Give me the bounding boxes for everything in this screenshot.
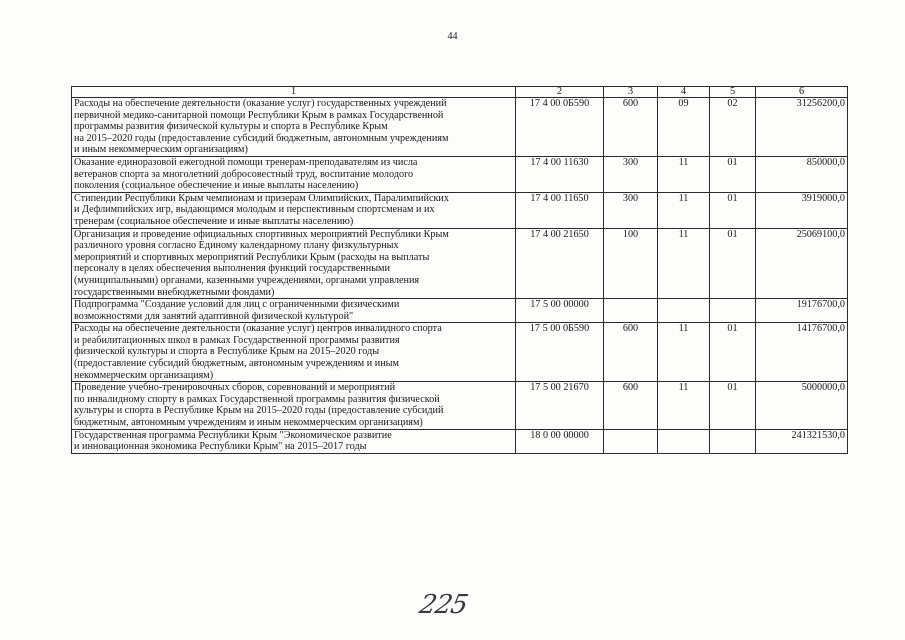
subsection-code: 01 — [710, 192, 756, 228]
header-row — [72, 87, 848, 98]
description-line: и реабилитационных школ в рамках Государственной программы развития — [74, 334, 400, 346]
description-line: государственными внебюджетными фондами) — [74, 286, 275, 298]
description-line: ветеранов спорта за многолетний добросовестный труд, воспитание молодого — [74, 168, 414, 180]
expense-type: 300 — [604, 192, 658, 228]
table-row — [72, 382, 848, 429]
description-line: Расходы на обеспечение деятельности (оказание услуг) центров инвалидного спорта — [74, 323, 442, 335]
column-header: 4 — [658, 87, 710, 98]
description-line: персоналу в целях обеспечения выполнения функций государственными — [74, 263, 390, 275]
row-description — [72, 156, 516, 192]
section-code: 11 — [658, 382, 710, 429]
description-line: Подпрограмма "Создание условий для лиц с ограниченными физическими — [74, 299, 400, 311]
target-article-code: 18 0 00 00000 — [516, 429, 604, 453]
row-description — [72, 429, 516, 453]
target-article-code: 17 4 00 0Б590 — [516, 98, 604, 157]
subsection-code: 01 — [710, 156, 756, 192]
description-line: на 2015–2020 годы (предоставление субсидий бюджетным, автономным учреждениям — [74, 132, 449, 144]
section-code — [658, 429, 710, 453]
description-line: Государственная программа Республики Крым "Экономическое развитие — [74, 429, 392, 441]
subsection-code: 01 — [710, 228, 756, 299]
column-header: 3 — [604, 87, 658, 98]
table-row — [72, 228, 848, 299]
description-line: Организация и проведение официальных спортивных мероприятий Республики Крым — [74, 228, 449, 240]
table-row — [72, 156, 848, 192]
expense-type — [604, 429, 658, 453]
description-line: Проведение учебно-тренировочных сборов, соревнований и мероприятий — [74, 382, 396, 394]
target-article-code: 17 4 00 21650 — [516, 228, 604, 299]
description-line: мероприятий и спортивных мероприятий Республики Крым (расходы на выплаты — [74, 251, 430, 263]
subsection-code — [710, 299, 756, 323]
row-description — [72, 192, 516, 228]
target-article-code: 17 4 00 11630 — [516, 156, 604, 192]
column-header: 1 — [72, 87, 516, 98]
description-line: культуры и спорта в Республике Крым на 2015–2020 годы (предоставление субсидий — [74, 405, 444, 417]
description-line: бюджетным, автономным учреждениям и иным некоммерческим организациям) — [74, 417, 423, 429]
amount: 3919000,0 — [756, 192, 848, 228]
amount: 19176700,0 — [756, 299, 848, 323]
subsection-code: 01 — [710, 323, 756, 382]
amount: 25069100,0 — [756, 228, 848, 299]
target-article-code: 17 5 00 0Б590 — [516, 323, 604, 382]
expense-type: 600 — [604, 98, 658, 157]
description-line: программы развития физической культуры и спорта в Республике Крым — [74, 121, 388, 133]
target-article-code: 17 5 00 00000 — [516, 299, 604, 323]
description-line: возможностями для занятий адаптивной физической культурой" — [74, 310, 354, 322]
description-line: различного уровня согласно Единому календарному плану физкультурных — [74, 240, 399, 252]
table-row — [72, 429, 848, 453]
row-description — [72, 228, 516, 299]
target-article-code: 17 5 00 21670 — [516, 382, 604, 429]
table-row — [72, 299, 848, 323]
table-row — [72, 98, 848, 157]
row-description — [72, 299, 516, 323]
description-line: Расходы на обеспечение деятельности (оказание услуг) государственных учреждений — [74, 98, 447, 109]
amount: 5000000,0 — [756, 382, 848, 429]
description-line: и Дефлимпийских игр, выдающимся молодым и перспективным спортсменам и их — [74, 204, 435, 216]
subsection-code: 01 — [710, 382, 756, 429]
expense-type: 300 — [604, 156, 658, 192]
description-line: некоммерческим организациям) — [74, 369, 214, 381]
table-body — [72, 98, 848, 454]
row-description — [72, 323, 516, 382]
section-code: 11 — [658, 323, 710, 382]
subsection-code — [710, 429, 756, 453]
amount: 241321530,0 — [756, 429, 848, 453]
section-code — [658, 299, 710, 323]
table-row — [72, 192, 848, 228]
budget-table — [71, 86, 848, 454]
column-header: 6 — [756, 87, 848, 98]
expense-type: 100 — [604, 228, 658, 299]
expense-type: 600 — [604, 382, 658, 429]
amount: 14176700,0 — [756, 323, 848, 382]
description-line: Стипендии Республики Крым чемпионам и призерам Олимпийских, Паралимпийских — [74, 192, 449, 204]
description-line: и иным некоммерческим организациям) — [74, 144, 248, 156]
target-article-code: 17 4 00 11650 — [516, 192, 604, 228]
description-line: тренерам (социальное обеспечение и иные выплаты населению) — [74, 215, 354, 227]
section-code: 09 — [658, 98, 710, 157]
description-line: физической культуры и спорта в Республике Крым на 2015–2020 годы — [74, 346, 380, 358]
description-line: (муниципальными) органами, казенными учреждениями, органами управления — [74, 274, 420, 286]
column-header: 2 — [516, 87, 604, 98]
row-description — [72, 382, 516, 429]
expense-type — [604, 299, 658, 323]
description-line: (предоставление субсидий бюджетным, автономным учреждениям и иным — [74, 358, 399, 370]
description-line: поколения (социальное обеспечение и иные выплаты населению) — [74, 180, 359, 192]
description-line: первичной медико-санитарной помощи Республики Крым в рамках Государственной — [74, 109, 444, 121]
handwritten-page-mark: 225 — [416, 590, 470, 620]
column-header: 5 — [710, 87, 756, 98]
subsection-code: 02 — [710, 98, 756, 157]
description-line: и инновационная экономика Республики Крым" на 2015–2017 годы — [74, 441, 367, 453]
description-line: Оказание единоразовой ежегодной помощи тренерам-преподавателям из числа — [74, 156, 418, 168]
amount: 31256200,0 — [756, 98, 848, 157]
table-row — [72, 323, 848, 382]
section-code: 11 — [658, 156, 710, 192]
section-code: 11 — [658, 192, 710, 228]
amount: 850000,0 — [756, 156, 848, 192]
description-line: по инвалидному спорту в рамках Государственной программы развития физической — [74, 393, 440, 405]
expense-type: 600 — [604, 323, 658, 382]
row-description — [72, 98, 516, 157]
section-code: 11 — [658, 228, 710, 299]
page-number: 44 — [447, 31, 458, 42]
